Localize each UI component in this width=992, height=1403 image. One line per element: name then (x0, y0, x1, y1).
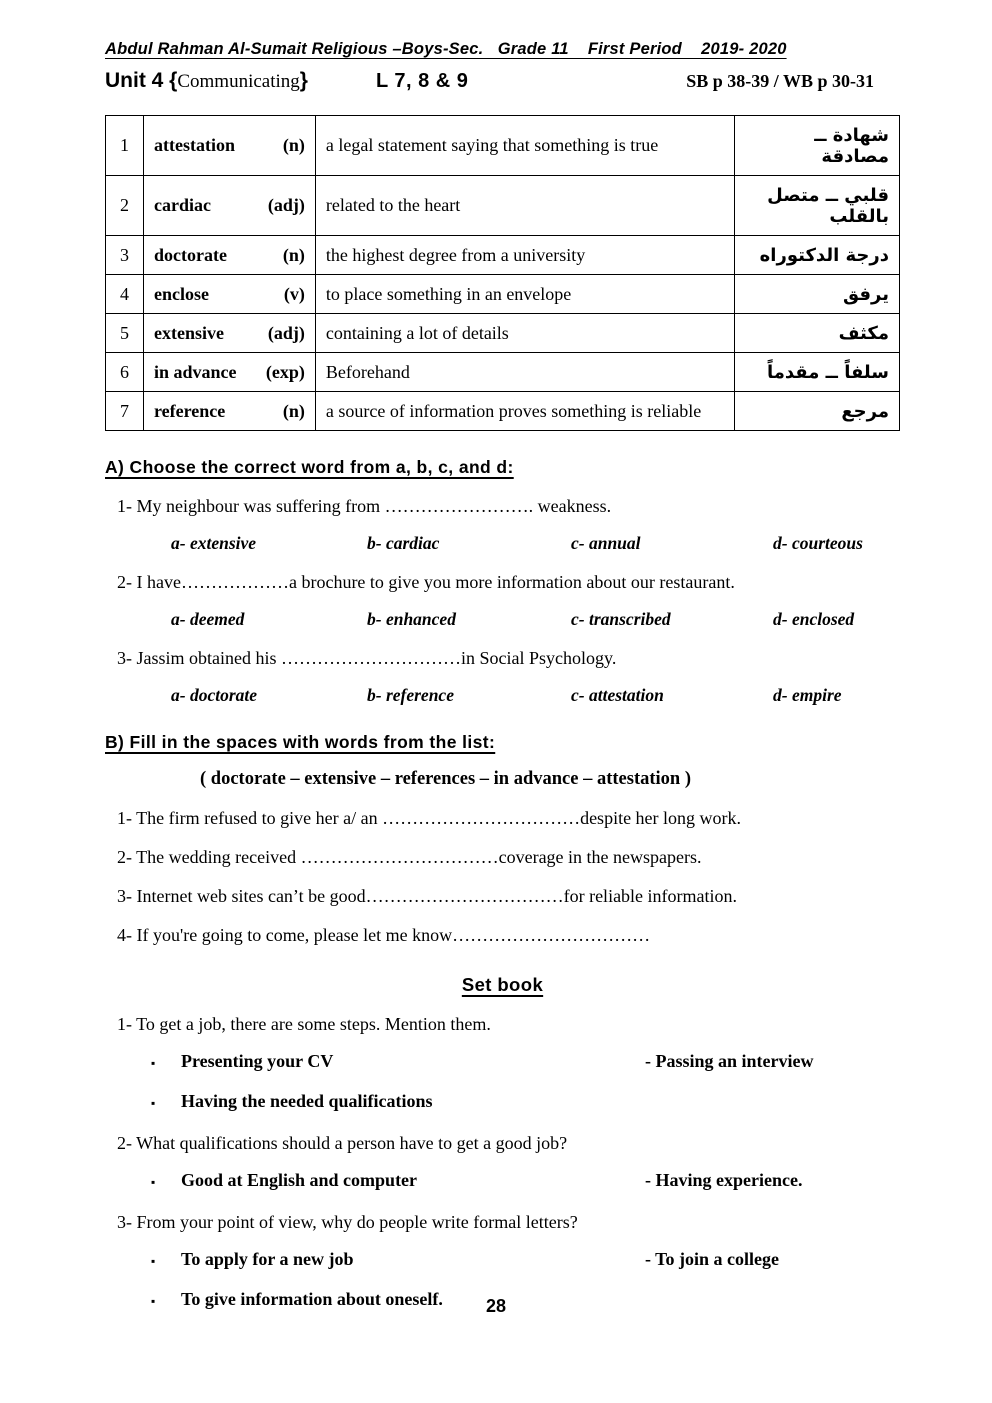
question-text: 3- Jassim obtained his …………………………in Social Psychology. (117, 648, 617, 668)
book-page-reference: SB p 38-39 / WB p 30-31 (686, 71, 874, 91)
answer-bullet-row (105, 1249, 900, 1273)
fill-in-question: 2- The wedding received ……………………………coverage in the newspapers. (117, 847, 702, 867)
table-row (106, 392, 900, 431)
option-a: a- extensive (171, 533, 257, 553)
unit-title-close-brace: } (299, 69, 308, 92)
answer-bullet-row (105, 1051, 900, 1075)
option-c: c- attestation (571, 685, 664, 705)
vocab-word: cardiac (153, 195, 211, 215)
row-number: 3 (106, 236, 144, 275)
option-d: d- courteous (773, 533, 863, 553)
row-number: 7 (106, 392, 144, 431)
answer-bullet-row (105, 1170, 900, 1194)
table-row (106, 236, 900, 275)
options-row (105, 685, 900, 706)
fill-in-question: 4- If you're going to come, please let me know…………………………… (117, 925, 651, 945)
row-number: 1 (106, 116, 144, 176)
page-number: 28 (485, 1296, 507, 1316)
question-text: 1- My neighbour was suffering from ……………………. weakness. (117, 496, 612, 516)
row-number: 2 (106, 176, 144, 236)
vocab-arabic-translation: مرجع (735, 392, 900, 431)
word-bank-list: ( doctorate – extensive – references – in advance – attestation ) (200, 769, 691, 789)
vocab-arabic-translation: يرفق (735, 275, 900, 314)
vocab-definition: Beforehand (315, 353, 734, 392)
option-b: b- cardiac (367, 533, 440, 553)
vocab-definition: to place something in an envelope (315, 275, 734, 314)
vocab-definition: the highest degree from a university (315, 236, 734, 275)
option-b: b- reference (367, 685, 454, 705)
table-row (106, 176, 900, 236)
option-a: a- doctorate (171, 685, 258, 705)
vocab-arabic-translation: سلفاً ــ مقدماً (735, 353, 900, 392)
set-book-question: 3- From your point of view, why do people write formal letters? (117, 1212, 578, 1232)
vocab-pos: (adj) (267, 195, 305, 215)
answer-left: Presenting your CV (181, 1051, 334, 1071)
vocab-arabic-translation: قلبي ــ متصل بالقلب (735, 176, 900, 236)
square-bullet-icon: ▪ (151, 1254, 156, 1268)
answer-left: Having the needed qualifications (181, 1091, 433, 1111)
square-bullet-icon: ▪ (151, 1056, 156, 1070)
option-d: d- empire (773, 685, 842, 705)
answer-right: - Having experience. (645, 1170, 803, 1190)
set-book-question: 2- What qualifications should a person have to get a good job? (117, 1133, 568, 1153)
section-a-title: A) Choose the correct word from a, b, c, and d: (105, 457, 514, 477)
vocab-word: extensive (153, 322, 224, 343)
vocab-arabic-translation: درجة الدكتوراه (735, 236, 900, 275)
answer-left: Good at English and computer (181, 1170, 418, 1190)
square-bullet-icon: ▪ (151, 1294, 156, 1308)
set-book-title: Set book (461, 974, 544, 995)
vocab-definition: containing a lot of details (315, 314, 734, 353)
vocab-pos: (n) (282, 244, 305, 265)
vocab-pos: (adj) (267, 322, 305, 343)
unit-header-row (105, 69, 900, 93)
square-bullet-icon: ▪ (151, 1175, 156, 1189)
vocab-word: in advance (153, 361, 237, 382)
table-row (106, 353, 900, 392)
vocab-word: doctorate (153, 244, 227, 265)
options-row (105, 533, 900, 554)
answer-right: - Passing an interview (645, 1051, 814, 1071)
answer-right: - To join a college (645, 1249, 779, 1269)
option-c: c- annual (571, 533, 641, 553)
square-bullet-icon: ▪ (151, 1096, 156, 1110)
option-a: a- deemed (171, 609, 245, 629)
section-b-title: B) Fill in the spaces with words from the list: (105, 732, 496, 752)
lesson-numbers: L 7, 8 & 9 (375, 70, 469, 92)
set-book-question: 1- To get a job, there are some steps. Mention them. (117, 1014, 491, 1034)
table-row (106, 275, 900, 314)
answer-left: To give information about oneself. (181, 1289, 443, 1309)
fill-in-question: 3- Internet web sites can’t be good……………………………for reliable information. (117, 886, 738, 906)
row-number: 6 (106, 353, 144, 392)
option-b: b- enhanced (367, 609, 456, 629)
options-row (105, 609, 900, 630)
vocab-pos: (exp) (265, 361, 305, 382)
vocab-word: attestation (153, 135, 235, 155)
vocab-definition: related to the heart (315, 176, 734, 236)
fill-in-question: 1- The firm refused to give her a/ an ……………………………despite her long work. (117, 808, 742, 828)
question-text: 2- I have………………a brochure to give you more information about our restaurant. (117, 572, 735, 592)
vocab-word: enclose (153, 283, 209, 304)
vocab-pos: (n) (282, 400, 305, 421)
vocab-definition: a legal statement saying that something is true (315, 116, 734, 176)
school-header-line: Abdul Rahman Al-Sumait Religious –Boys-Sec. Grade 11 First Period 2019- 2020 (105, 40, 787, 58)
option-c: c- transcribed (571, 609, 671, 629)
table-row (106, 314, 900, 353)
vocab-pos: (v) (283, 283, 305, 304)
vocab-pos: (n) (282, 135, 305, 155)
row-number: 5 (106, 314, 144, 353)
vocab-definition: a source of information proves something is reliable (315, 392, 734, 431)
row-number: 4 (106, 275, 144, 314)
vocab-arabic-translation: شهادة ــ مصادقة (735, 116, 900, 176)
answer-left: To apply for a new job (181, 1249, 354, 1269)
vocabulary-table (105, 115, 900, 431)
vocab-arabic-translation: مكثف (735, 314, 900, 353)
unit-title: Unit 4 { (105, 69, 178, 92)
table-row (106, 116, 900, 176)
unit-subtitle: Communicating (177, 71, 300, 92)
answer-bullet-row (105, 1091, 900, 1115)
option-d: d- enclosed (773, 609, 855, 629)
vocab-word: reference (153, 400, 226, 421)
